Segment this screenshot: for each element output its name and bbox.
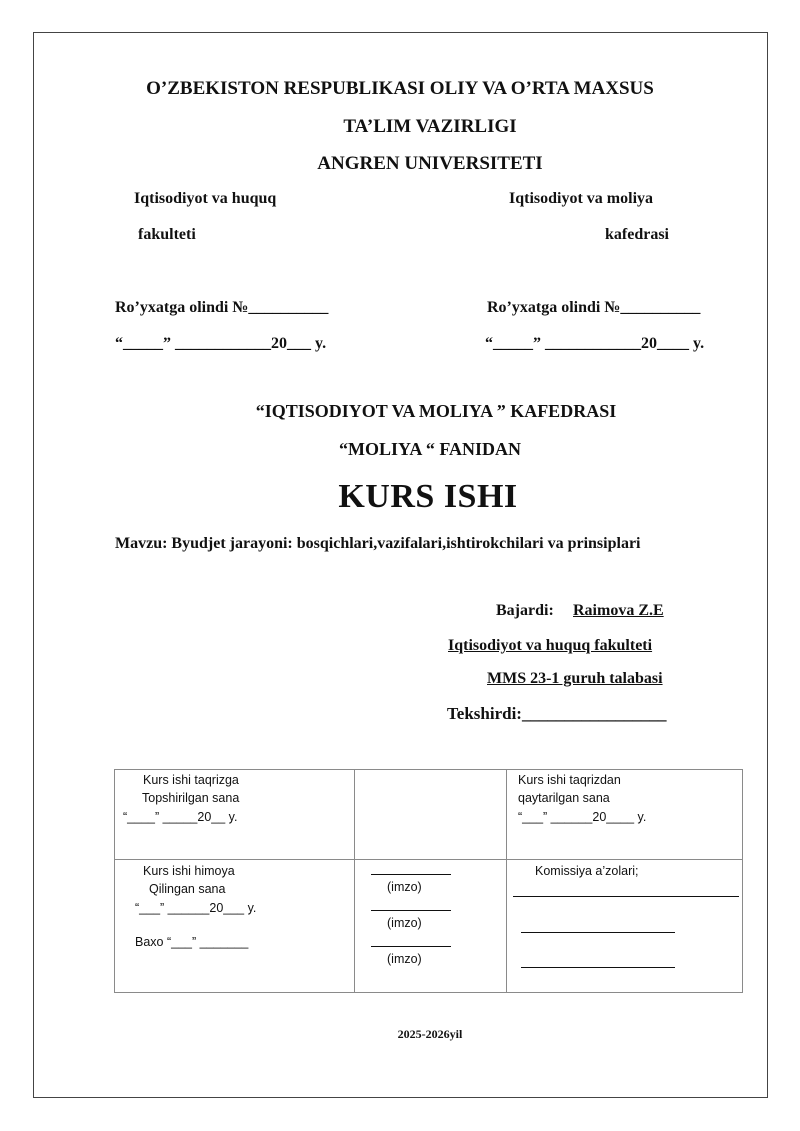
submitted-line-1: Kurs ishi taqrizga [143,773,239,787]
author-faculty: Iqtisodiyot va huquq fakulteti [448,637,653,654]
registration-left-label: Ro’yxatga olindi №__________ [115,299,329,316]
subject-title: “MOLIYA “ FANIDAN [338,439,521,459]
signature-line [371,910,451,911]
registration-right-label: Ro’yxatga olindi №__________ [487,299,701,316]
empty-cell [355,770,507,860]
ministry-line-1: O’ZBEKISTON RESPUBLIKASI OLIY VA O’RTA MAXSUS [146,78,654,99]
department-title: “IQTISODIYOT VA MOLIYA ” KAFEDRASI [255,401,617,421]
returned-line-2: qaytarilgan sana [518,791,610,805]
faculty-left-line-1: Iqtisodiyot va huquq [134,190,277,207]
author-group: MMS 23-1 guruh talabasi [487,670,663,687]
signature-label: (imzo) [387,880,422,894]
grade-line: Baxo “___” _______ [135,935,249,949]
table-row [115,860,743,993]
registration-right-date: “_____” ____________20____ y. [485,335,705,352]
commission-line [521,932,675,933]
faculty-left-line-2: fakulteti [138,226,196,243]
review-submitted-cell [115,770,355,860]
commission-label: Komissiya a’zolari; [535,864,639,878]
checked-by: Tekshirdi:_________________ [447,704,667,723]
signature-label: (imzo) [387,916,422,930]
signature-line [371,946,451,947]
commission-line [521,967,675,968]
commission-cell [507,860,743,993]
done-by-name: Raimova Z.E [573,602,664,619]
returned-date: “___” ______20____ y. [518,810,647,824]
academic-year: 2025-2026yil [397,1027,463,1041]
ministry-line-2: TA’LIM VAZIRLIGI [343,116,517,137]
defense-cell [115,860,355,993]
registration-left-date: “_____” ____________20___ y. [115,335,327,352]
faculty-right-line-2: kafedrasi [605,226,669,243]
university-name: ANGREN UNIVERSITETI [317,153,543,174]
submitted-date: “____” _____20__ y. [123,810,238,824]
signatures-cell [355,860,507,993]
defense-date: “___” ______20___ y. [135,901,257,915]
commission-line [513,896,739,897]
signature-line [371,874,451,875]
review-table [114,769,743,993]
signature-label: (imzo) [387,952,422,966]
review-returned-cell [507,770,743,860]
faculty-right-line-1: Iqtisodiyot va moliya [509,190,654,207]
document-title: KURS ISHI [338,478,518,515]
done-by-label: Bajardi: [496,602,554,619]
table-row [115,770,743,860]
returned-line-1: Kurs ishi taqrizdan [518,773,621,787]
submitted-line-2: Topshirilgan sana [142,791,240,805]
defense-line-1: Kurs ishi himoya [143,864,235,878]
topic: Mavzu: Byudjet jarayoni: bosqichlari,vazifalari,ishtirokchilari va prinsiplari [115,535,641,552]
defense-line-2: Qilingan sana [149,882,226,896]
